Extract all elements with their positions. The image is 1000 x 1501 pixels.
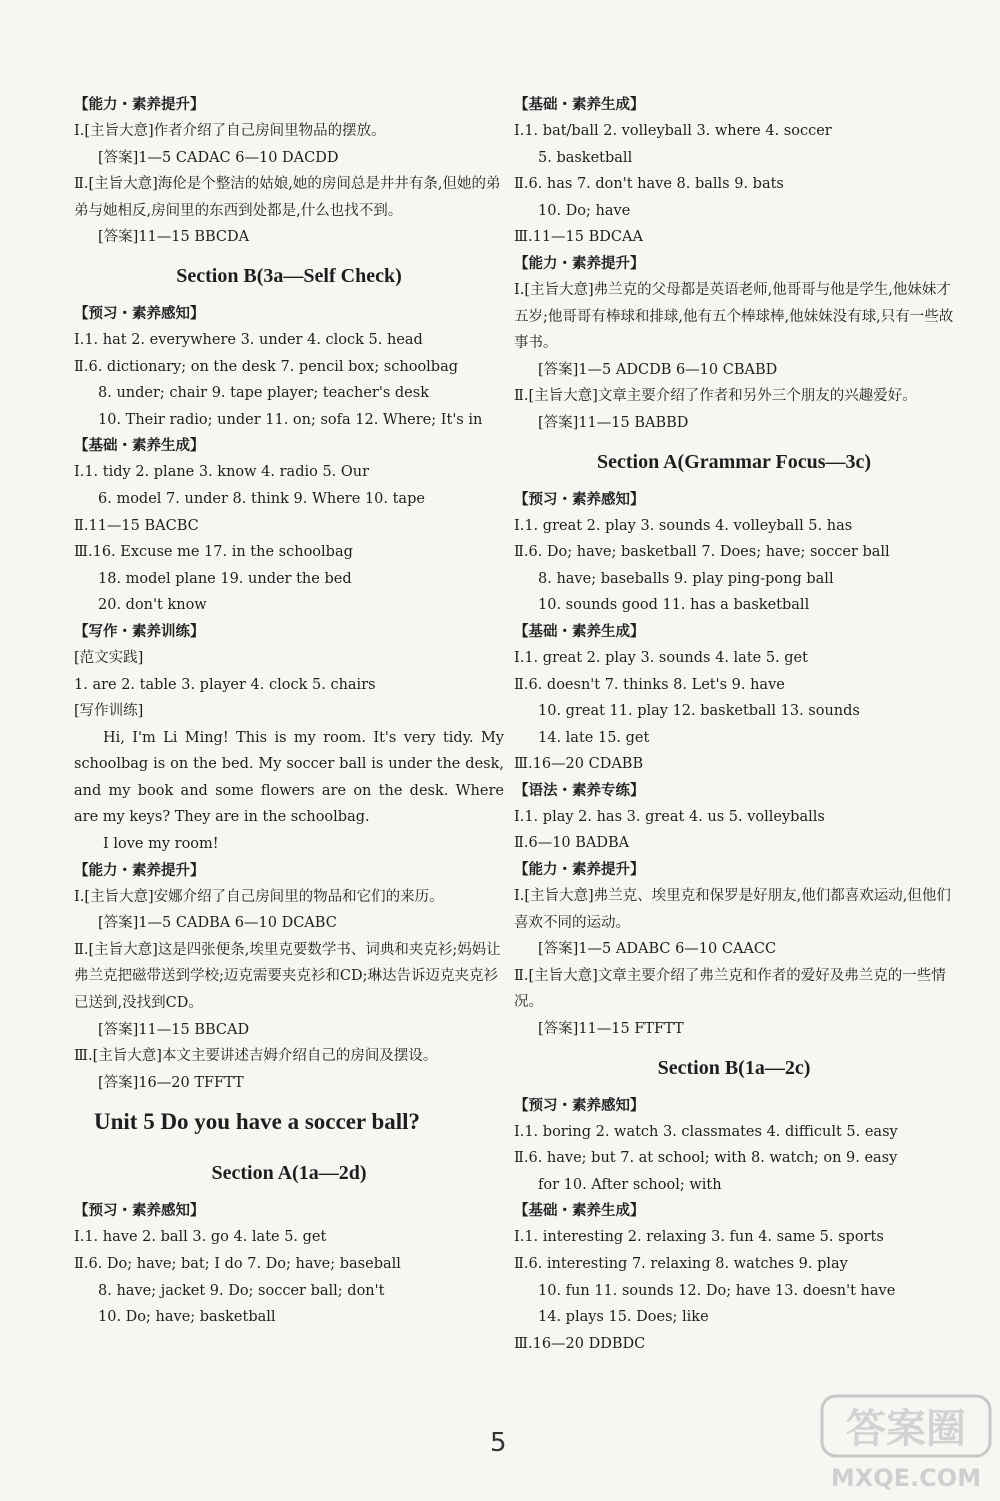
section-title: Section B(1a—2c) — [657, 1056, 811, 1079]
text-line: Ⅲ.16—20 DDBDC — [514, 1335, 646, 1352]
section-header: 【写作・素养训练】 — [74, 622, 205, 640]
text-line: 10. great 11. play 12. basketball 13. sounds — [538, 703, 860, 720]
answer-line: [答案]1—5 ADCDB 6—10 CBABD — [538, 361, 778, 378]
text-line: Ⅲ.16—20 CDABB — [514, 756, 644, 773]
main-idea-line: Ⅱ.[主旨大意]这是四张便条,埃里克要数学书、词典和夹克衫;妈妈让弗兰克把磁带送到学校;迈克需要夹克衫和CD;琳达告诉迈克夹克衫已送到,没找到CD。 — [74, 941, 501, 1012]
text-line: Ⅰ.1. have 2. ball 3. go 4. late 5. get — [74, 1229, 327, 1246]
text-line: for 10. After school; with — [538, 1176, 722, 1193]
section-title: Section A(Grammar Focus—3c) — [596, 450, 872, 473]
main-idea-line: Ⅱ.[主旨大意]文章主要介绍了弗兰克和作者的爱好及弗兰克的一些情况。 — [514, 967, 946, 1011]
text-line: 6. model 7. under 8. think 9. Where 10. tape — [98, 490, 425, 507]
text-line: 1. are 2. table 3. player 4. clock 5. chairs — [74, 676, 376, 693]
text-line: Ⅰ.1. interesting 2. relaxing 3. fun 4. same 5. sports — [514, 1229, 884, 1246]
text-line: 5. basketball — [538, 149, 633, 166]
watermark-logo — [818, 1390, 994, 1496]
section-header: 【能力・素养提升】 — [514, 254, 645, 272]
main-idea-line: Ⅱ.[主旨大意]文章主要介绍了作者和另外三个朋友的兴趣爱好。 — [514, 388, 917, 405]
section-header: 【预习・素养感知】 — [514, 490, 645, 508]
answer-line: [答案]16—20 TFFTT — [98, 1074, 244, 1091]
text-line: 10. Do; have; basketball — [98, 1309, 276, 1326]
text-line: Ⅱ.6—10 BADBA — [514, 835, 630, 852]
section-header: 【能力・素养提升】 — [514, 861, 645, 879]
answer-line: [答案]11—15 BABBD — [538, 414, 689, 431]
text-line: Ⅱ.6. Do; have; bat; I do 7. Do; have; baseball — [74, 1256, 401, 1272]
watermark-top-text: 答案圈 — [846, 1406, 966, 1452]
text-line: Ⅰ.1. bat/ball 2. volleyball 3. where 4. soccer — [514, 123, 832, 139]
text-line: 14. plays 15. Does; like — [538, 1309, 709, 1326]
text-line: Ⅱ.6. have; but 7. at school; with 8. watch; on 9. easy — [514, 1150, 898, 1167]
text-line: Ⅱ.6. interesting 7. relaxing 8. watches 9. play — [514, 1256, 848, 1272]
right-column — [514, 92, 954, 1357]
section-header: 【基础・素养生成】 — [514, 622, 645, 640]
text-line: Ⅰ.1. hat 2. everywhere 3. under 4. clock 5. head — [74, 331, 423, 348]
text-line: 8. have; jacket 9. Do; soccer ball; don't — [98, 1282, 385, 1299]
section-title: Section A(1a—2d) — [211, 1162, 367, 1185]
text-line: [范文实践] — [74, 649, 144, 666]
main-idea-line: Ⅱ.[主旨大意]海伦是个整洁的姑娘,她的房间总是井井有条,但她的弟弟与她相反,房间里的东西到处都是,什么也找不到。 — [74, 176, 501, 219]
text-line: 10. Do; have — [538, 202, 631, 219]
writing-paragraph: Hi, I'm Li Ming! This is my room. It's very tidy. My schoolbag is on the bed. My soccer ball is under the desk, and my book and some flowers are on the desk. Where are my keys? They are in the schoolbag. — [74, 729, 504, 826]
section-header: 【预习・素养感知】 — [74, 1202, 205, 1220]
text-line: Ⅰ.1. play 2. has 3. great 4. us 5. volleyballs — [514, 808, 825, 825]
answer-line: [答案]1—5 ADABC 6—10 CAACC — [538, 941, 777, 958]
text-line: Ⅱ.6. Do; have; basketball 7. Does; have; soccer ball — [514, 544, 890, 561]
answer-line: [答案]1—5 CADBA 6—10 DCABC — [98, 915, 337, 932]
text-line: Ⅰ.1. tidy 2. plane 3. know 4. radio 5. Our — [74, 464, 370, 481]
answer-line: [答案]1—5 CADAC 6—10 DACDD — [98, 149, 339, 166]
main-idea-line: Ⅲ.[主旨大意]本文主要讲述吉姆介绍自己的房间及摆设。 — [74, 1048, 438, 1065]
text-line: Ⅲ.16. Excuse me 17. in the schoolbag — [74, 544, 353, 561]
text-line: Ⅰ.1. great 2. play 3. sounds 4. late 5. get — [514, 649, 808, 666]
text-line: Ⅰ.1. great 2. play 3. sounds 4. volleyball 5. has — [514, 517, 853, 534]
text-line: [写作训练] — [74, 703, 144, 720]
text-line: 10. Their radio; under 11. on; sofa 12. Where; It's in — [98, 411, 483, 428]
main-idea-line: Ⅰ.[主旨大意]弗兰克、埃里克和保罗是好朋友,他们都喜欢运动,但他们喜欢不同的运动。 — [514, 888, 951, 931]
section-header: 【基础・素养生成】 — [74, 437, 205, 455]
text-line: Ⅱ.6. dictionary; on the desk 7. pencil box; schoolbag — [74, 358, 459, 375]
left-column — [74, 92, 504, 1331]
text-line: 8. under; chair 9. tape player; teacher's desk — [98, 385, 429, 402]
writing-paragraph: I love my room! — [103, 836, 219, 853]
main-idea-line: Ⅰ.[主旨大意]弗兰克的父母都是英语老师,他哥哥与他是学生,他妹妹才五岁;他哥哥有棒球和排球,他有五个棒球棒,他妹妹没有球,只有一些故事书。 — [514, 281, 954, 352]
section-header: 【基础・素养生成】 — [514, 1202, 645, 1220]
text-line: 14. late 15. get — [538, 729, 650, 746]
section-header: 【语法・素养专练】 — [514, 781, 645, 799]
section-header: 【基础・素养生成】 — [514, 96, 645, 113]
answer-line: [答案]11—15 BBCAD — [98, 1021, 250, 1038]
main-idea-line: Ⅰ.[主旨大意]作者介绍了自己房间里物品的摆放。 — [74, 123, 386, 139]
page-number: 5 — [490, 1428, 507, 1458]
text-line: 10. fun 11. sounds 12. Do; have 13. doesn't have — [538, 1282, 896, 1299]
section-header: 【预习・素养感知】 — [74, 304, 205, 322]
section-header: 【能力・素养提升】 — [74, 861, 205, 879]
text-line: Ⅱ.6. doesn't 7. thinks 8. Let's 9. have — [514, 676, 785, 693]
watermark-bottom-text: MXQE.COM — [830, 1464, 982, 1492]
main-idea-line: Ⅰ.[主旨大意]安娜介绍了自己房间里的物品和它们的来历。 — [74, 888, 444, 905]
text-line: 8. have; baseballs 9. play ping-pong ball — [538, 570, 834, 587]
unit-title: Unit 5 Do you have a soccer ball? — [94, 1109, 421, 1135]
section-header: 【能力・素养提升】 — [74, 96, 205, 113]
text-line: Ⅲ.11—15 BDCAA — [514, 229, 643, 246]
text-line: Ⅱ.11—15 BACBC — [74, 517, 199, 534]
text-line: 20. don't know — [98, 597, 207, 614]
text-line: Ⅱ.6. has 7. don't have 8. balls 9. bats — [514, 176, 784, 193]
section-header: 【预习・素养感知】 — [514, 1096, 645, 1114]
section-title: Section B(3a—Self Check) — [176, 264, 402, 287]
text-line: 10. sounds good 11. has a basketball — [538, 597, 810, 614]
answer-line: [答案]11—15 BBCDA — [98, 229, 250, 246]
answer-line: [答案]11—15 FTFTT — [538, 1021, 684, 1038]
text-line: 18. model plane 19. under the bed — [98, 570, 352, 587]
text-line: Ⅰ.1. boring 2. watch 3. classmates 4. difficult 5. easy — [514, 1123, 898, 1140]
